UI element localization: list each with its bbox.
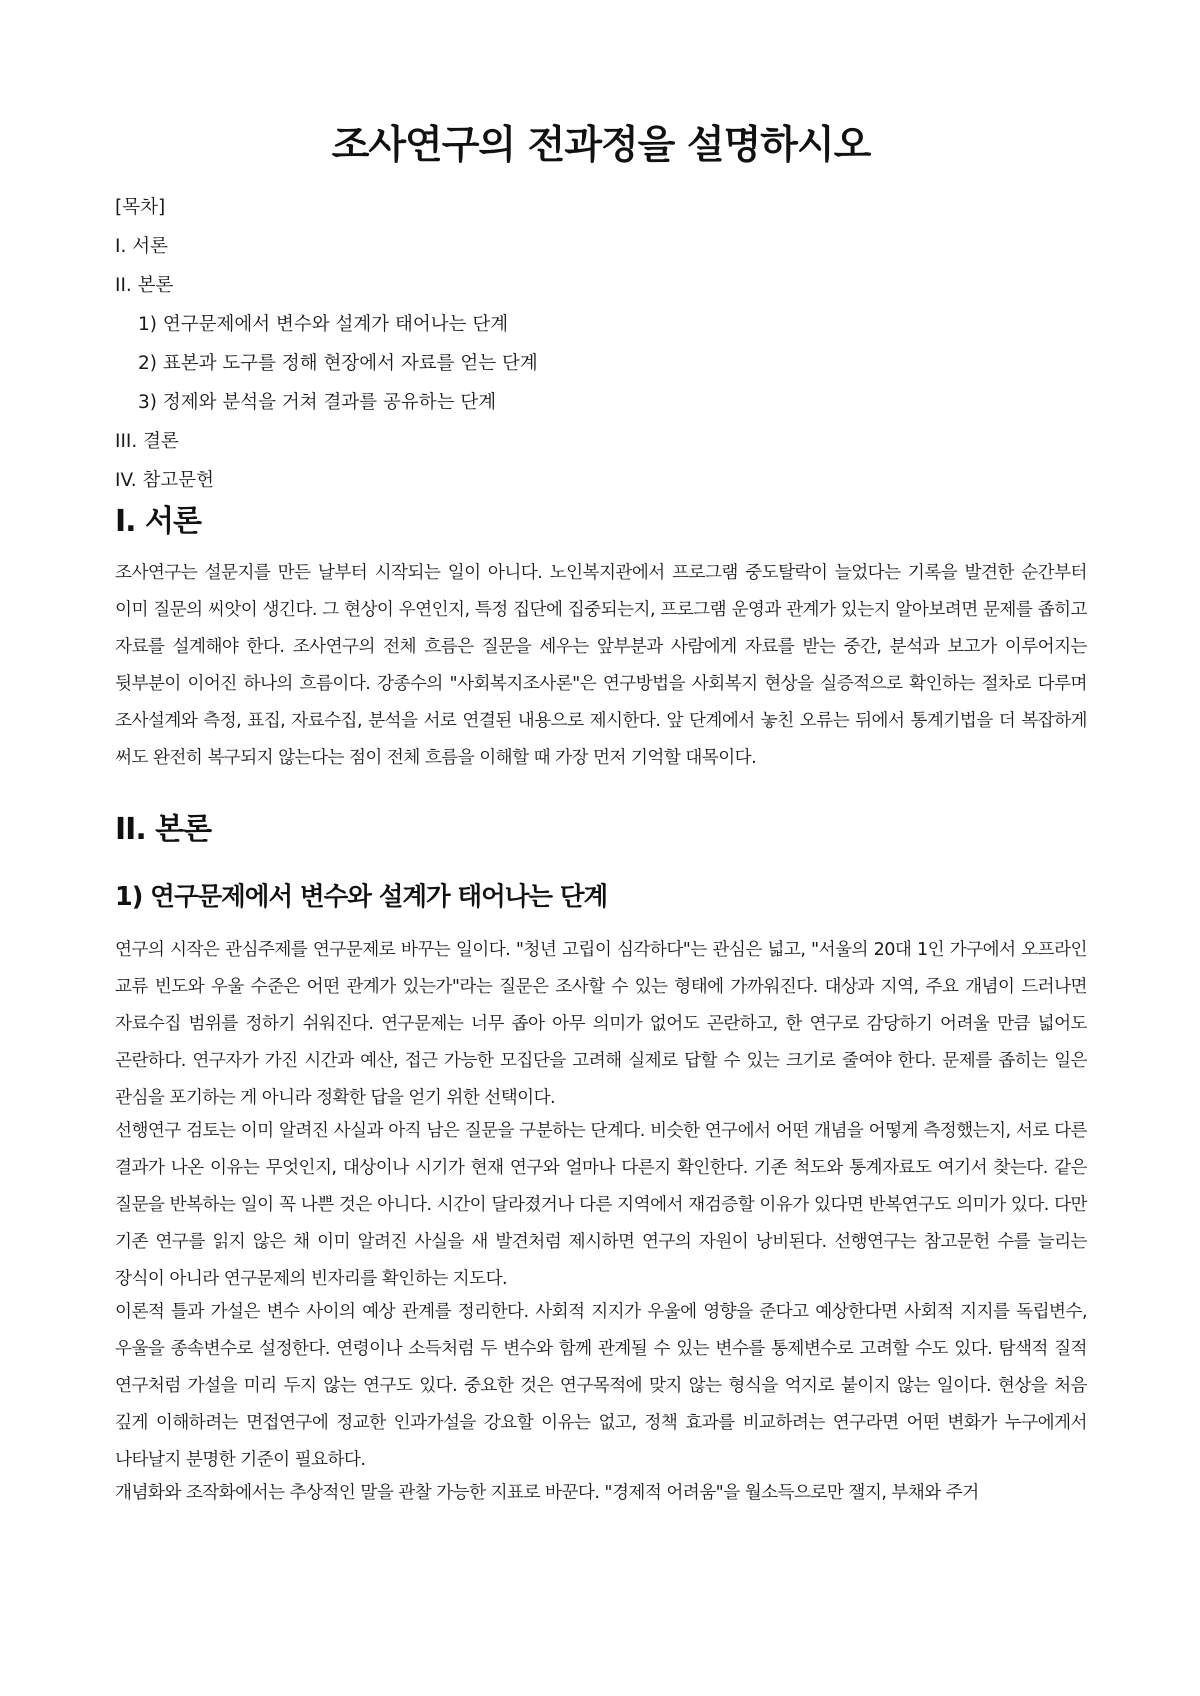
document-title: 조사연구의 전과정을 설명하시오 <box>331 123 871 168</box>
toc-item: III. 결론 <box>115 431 179 452</box>
introduction-paragraph: 조사연구는 설문지를 만든 날부터 시작되는 일이 아니다. 노인복지관에서 프로그램 중도탈락이 늘었다는 기록을 발견한 순간부터 이미 질문의 씨앗이 생긴다. 그 현상이 우연인지, 특정 집단에 집중되는지, 프로그램 운영과 관계가 있는지 알아보려면 문제를 좁히고 자료를 설계해야 한다. 조사연구의 전체 흐름은 질문을 세우는 앞부분과 사람에게 자료를 받는 중간, 분석과 보고가 이루어지는 뒷부분이 이어진 하나의 흐름이다. 강종수의 "사회복지조사론"은 연구방법을 사회복지 현상을 실증적으로 확인하는 절차로 다루며 조사설계와 측정, 표집, 자료수집, 분석을 서로 연결된 내용으로 제시한다. 앞 단계에서 놓친 오류는 뒤에서 통계기법을 더 복잡하게 써도 완전히 복구되지 않는다는 점이 전체 흐름을 이해할 때 가장 먼저 기억할 대목이다. <box>115 563 1087 768</box>
toc-item: IV. 참고문헌 <box>115 470 214 491</box>
section-heading-body: II. 본론 <box>115 812 212 847</box>
body-paragraph: 개념화와 조작화에서는 추상적인 말을 관찰 가능한 지표로 바꾼다. "경제적 어려움"을 월소득으로만 잴지, 부채와 주거 <box>115 1483 979 1503</box>
toc-item: II. 본론 <box>115 275 174 296</box>
table-of-contents <box>115 188 1087 500</box>
toc-heading: [목차] <box>115 197 166 218</box>
body-paragraph: 이론적 틀과 가설은 변수 사이의 예상 관계를 정리한다. 사회적 지지가 우울에 영향을 준다고 예상한다면 사회적 지지를 독립변수, 우울을 종속변수로 설정한다. 연령이나 소득처럼 두 변수와 함께 관계될 수 있는 변수를 통제변수로 고려할 수도 있다. 탐색적 질적 연구처럼 가설을 미리 두지 않는 연구도 있다. 중요한 것은 연구목적에 맞지 않는 형식을 억지로 붙이지 않는 일이다. 현상을 처음 깊게 이해하려는 면접연구에 정교한 인과가설을 강요할 이유는 없고, 정책 효과를 비교하려는 연구라면 어떤 변화가 누구에게서 나타날지 분명한 기준이 필요하다. <box>115 1302 1087 1470</box>
toc-subitem: 2) 표본과 도구를 정해 현장에서 자료를 얻는 단계 <box>138 353 538 374</box>
body-paragraph: 선행연구 검토는 이미 알려진 사실과 아직 남은 질문을 구분하는 단계다. 비슷한 연구에서 어떤 개념을 어떻게 측정했는지, 서로 다른 결과가 나온 이유는 무엇인지, 대상이나 시기가 현재 연구와 얼마나 다른지 확인한다. 기존 척도와 통계자료도 여기서 찾는다. 같은 질문을 반복하는 일이 꼭 나쁜 것은 아니다. 시간이 달라졌거나 다른 지역에서 재검증할 이유가 있다면 반복연구도 의미가 있다. 다만 기존 연구를 읽지 않은 채 이미 알려진 사실을 새 발견처럼 제시하면 연구의 자원이 낭비된다. 선행연구는 참고문헌 수를 늘리는 장식이 아니라 연구문제의 빈자리를 확인하는 지도다. <box>115 1121 1087 1289</box>
toc-subitem: 1) 연구문제에서 변수와 설계가 태어나는 단계 <box>138 314 509 335</box>
subsection-heading-1: 1) 연구문제에서 변수와 설계가 태어나는 단계 <box>115 882 608 912</box>
section-heading-introduction: I. 서론 <box>115 504 201 539</box>
toc-subitem: 3) 정제와 분석을 거쳐 결과를 공유하는 단계 <box>138 392 497 413</box>
toc-item: I. 서론 <box>115 236 168 257</box>
body-paragraph: 연구의 시작은 관심주제를 연구문제로 바꾸는 일이다. "청년 고립이 심각하다"는 관심은 넓고, "서울의 20대 1인 가구에서 오프라인 교류 빈도와 우울 수준은 어떤 관계가 있는가"라는 질문은 조사할 수 있는 형태에 가까워진다. 대상과 지역, 주요 개념이 드러나면 자료수집 범위를 정하기 쉬워진다. 연구문제는 너무 좁아 아무 의미가 없어도 곤란하고, 한 연구로 감당하기 어려울 만큼 넓어도 곤란하다. 연구자가 가진 시간과 예산, 접근 가능한 모집단을 고려해 실제로 답할 수 있는 크기로 줄여야 한다. 문제를 좁히는 일은 관심을 포기하는 게 아니라 정확한 답을 얻기 위한 선택이다. <box>115 940 1087 1108</box>
